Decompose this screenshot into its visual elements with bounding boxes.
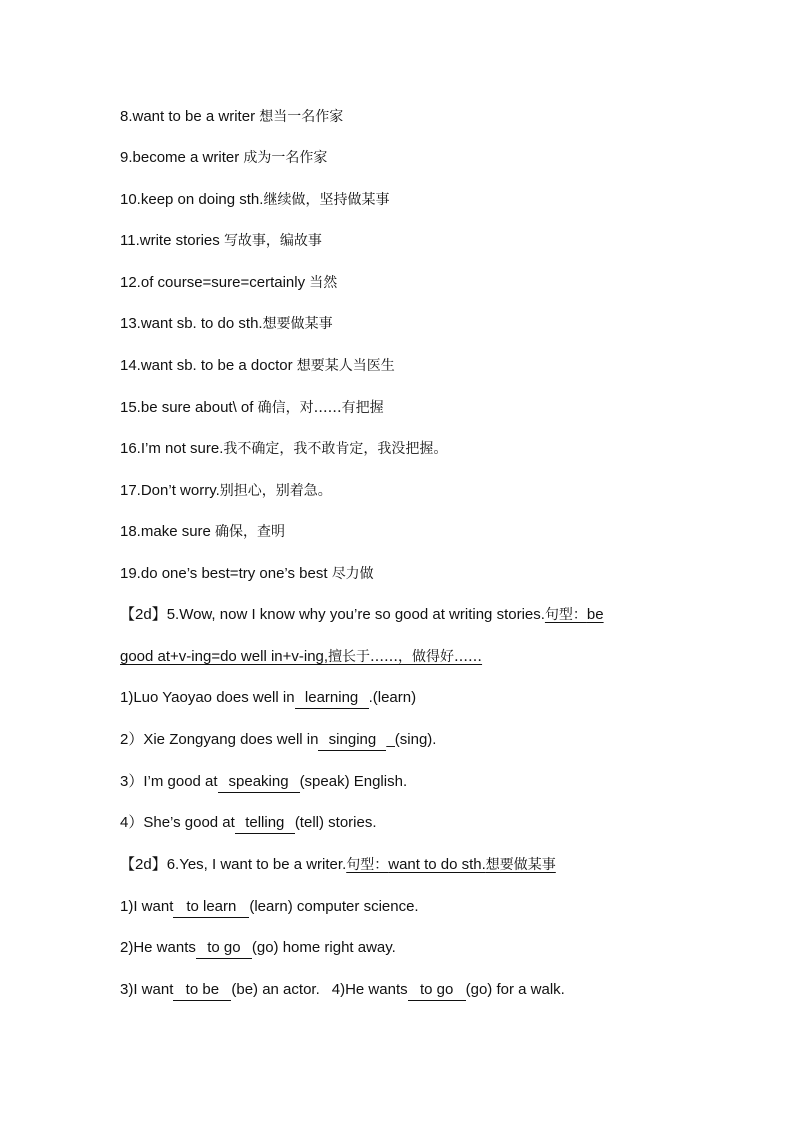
vocab-chinese: 想要做某事	[262, 316, 333, 332]
exercise-hint: .(learn)	[368, 689, 417, 706]
exercise-item-pair	[120, 978, 565, 1002]
exercise-item	[120, 895, 419, 919]
vocab-english: 19.do one’s best=try one’s best	[120, 565, 332, 582]
section-tag: 【2d】	[120, 856, 167, 873]
pattern-english: want to do sth.	[388, 856, 486, 873]
exercise-item	[120, 728, 436, 752]
exercise-prompt: 1)Luo Yaoyao does well in	[120, 689, 295, 706]
vocab-item	[120, 479, 332, 503]
vocab-item	[120, 437, 447, 461]
pattern-english: good at+v-ing=do well in+v-ing,	[120, 648, 329, 665]
vocab-english: 10.keep on doing sth.	[120, 191, 264, 208]
answer-blank[interactable]: speaking	[218, 772, 300, 793]
exercise-hint: (go) home right away.	[251, 939, 396, 956]
answer-blank[interactable]: to go	[196, 938, 252, 959]
vocab-chinese: 确保，查明	[215, 524, 286, 540]
vocab-item	[120, 520, 285, 544]
vocab-chinese: 写故事，编故事	[223, 233, 322, 249]
vocab-english: 13.want sb. to do sth.	[120, 315, 263, 332]
vocab-chinese: 当然	[309, 275, 338, 291]
vocab-english: 16.I’m not sure.	[120, 440, 224, 457]
exercise-hint: (tell) stories.	[294, 814, 377, 831]
exercise-prompt: 3）I’m good at	[120, 773, 218, 790]
section-sentence: 6.Yes, I want to be a writer.	[166, 856, 347, 873]
exercise-item	[120, 811, 377, 835]
pattern-chinese: 想要做某事	[485, 857, 556, 873]
exercise-hint: (go) for a walk.	[465, 981, 565, 998]
answer-blank[interactable]: singing	[318, 730, 386, 751]
answer-blank[interactable]: to be	[173, 980, 231, 1001]
pattern-english: be	[586, 606, 604, 623]
answer-blank[interactable]: learning	[295, 688, 369, 709]
vocab-item	[120, 396, 384, 420]
vocab-chinese: 我不确定，我不敢肯定，我没把握。	[223, 441, 448, 457]
vocab-english: 9.become a writer	[120, 149, 244, 166]
vocab-item	[120, 229, 322, 253]
exercise-item	[120, 770, 407, 794]
exercise-item	[120, 686, 416, 710]
vocab-chinese: 继续做，坚持做某事	[263, 192, 390, 208]
vocab-item	[120, 105, 343, 129]
vocab-english: 15.be sure about\ of	[120, 399, 258, 416]
exercise-prompt: 2)He wants	[120, 939, 196, 956]
section5-pattern	[120, 645, 482, 669]
vocab-chinese: 尽力做	[331, 566, 374, 582]
vocab-english: 14.want sb. to be a doctor	[120, 357, 297, 374]
exercise-hint: _(sing).	[386, 731, 437, 748]
exercise-prompt: 2）Xie Zongyang does well in	[120, 731, 319, 748]
vocab-english: 18.make sure	[120, 523, 216, 540]
vocab-item	[120, 271, 337, 295]
pattern-label: 句型：	[346, 857, 389, 873]
vocab-chinese: 想要某人当医生	[296, 358, 395, 374]
vocab-chinese: 成为一名作家	[243, 150, 328, 166]
vocab-english: 8.want to be a writer	[120, 108, 260, 125]
vocab-item	[120, 312, 333, 336]
vocab-chinese: 别担心，别着急。	[219, 483, 332, 499]
answer-blank[interactable]: to go	[408, 980, 466, 1001]
section-tag: 【2d】	[120, 606, 167, 623]
exercise-hint: (learn) computer science.	[249, 898, 419, 915]
exercise-item	[120, 936, 396, 960]
exercise-prompt: 4）She’s good at	[120, 814, 235, 831]
section5-heading	[120, 603, 604, 627]
exercise-prompt: 1)I want	[120, 898, 174, 915]
section6-heading	[120, 853, 556, 877]
vocab-item	[120, 188, 389, 212]
vocab-chinese: 确信，对……有把握	[257, 400, 384, 416]
vocab-item	[120, 146, 327, 170]
vocab-english: 11.write stories	[120, 232, 224, 249]
vocab-english: 17.Don’t worry.	[120, 482, 220, 499]
answer-blank[interactable]: telling	[235, 813, 295, 834]
answer-blank[interactable]: to learn	[173, 897, 249, 918]
vocab-item	[120, 562, 374, 586]
vocab-english: 12.of course=sure=certainly	[120, 274, 310, 291]
exercise-hint: (be) an actor.	[231, 981, 320, 998]
vocab-item	[120, 354, 395, 378]
section-sentence: 5.Wow, now I know why you’re so good at writing stories.	[166, 606, 545, 623]
vocab-chinese: 想当一名作家	[259, 109, 344, 125]
pattern-label: 句型：	[544, 607, 587, 623]
exercise-hint: (speak) English.	[299, 773, 408, 790]
exercise-prompt: 3)I want	[120, 981, 174, 998]
pattern-chinese: 擅长于……，做得好……	[328, 649, 483, 665]
exercise-prompt: 4)He wants	[331, 981, 408, 998]
